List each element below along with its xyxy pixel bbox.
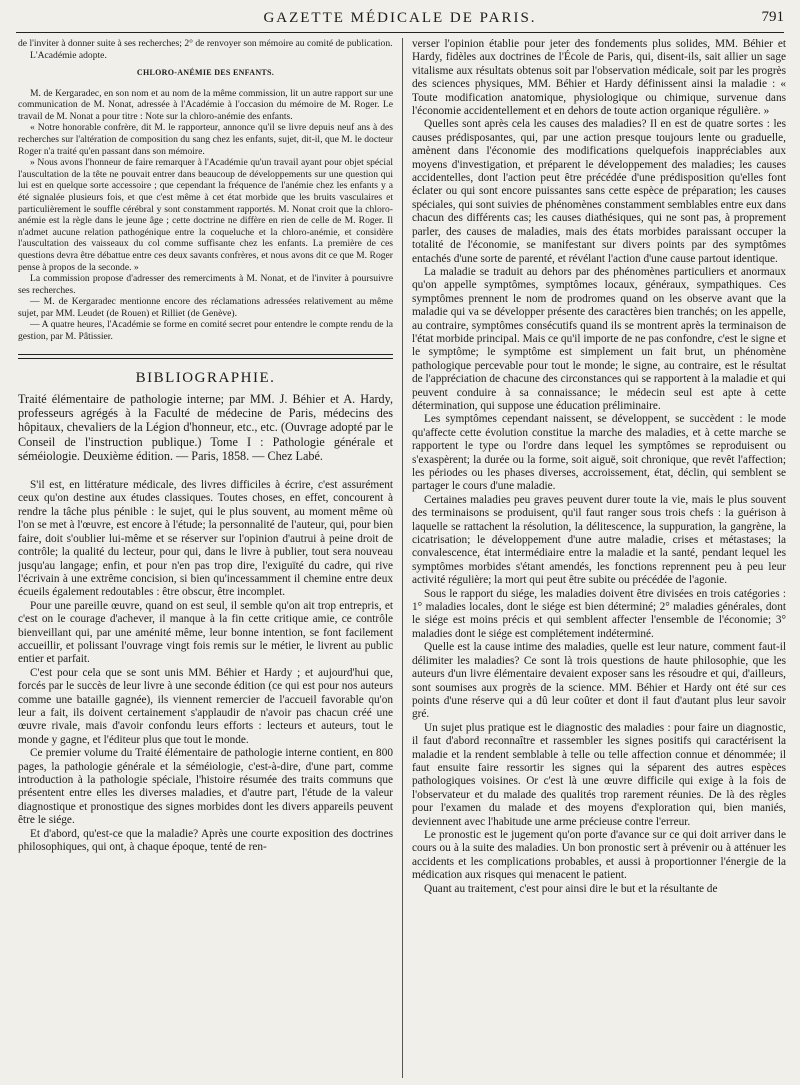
paragraph: Les symptômes cependant naissent, se développent, se succèdent : le mode qu'affecte cette évolution constitue la marche des maladies, et à cette marche se rapportent le type ou l'ordre dans lequel les symptômes se reproduisent ou s'exaspèrent; la durée ou la forme, soit aiguë, soit chronique, que revêt l'affection; les périodes ou les phases diverses, accroissement, état, déclin, qui semblent se partager le cours d'une maladie.: [412, 413, 786, 493]
paragraph: Quelle est la cause intime des maladies, quelle est leur nature, comment faut-il délimiter les maladies? Ce sont là trois questions de haute philosophie, que les auteurs d'un livre élémentaire devaient exposer sans les résoudre et qui, d'ailleurs, sont soumises aux progrès de la science. MM. Béhier et Hardy ont été sur ces points d'une réserve qui a dû leur coûter et dont il faut d'autant plus leur savoir gré.: [412, 641, 786, 721]
paragraph: Certaines maladies peu graves peuvent durer toute la vie, mais le plus souvent des terminaisons se produisent, qu'il faut ranger sous trois chefs : la guérison à laquelle se rattachent la résolution, la délitescence, la suppuration, la gangrène, la cicatrisation; le développement d'une autre maladie, crises et métastases; la convalescence, état intermédiaire entre la maladie et la santé, pendant lequel les symptômes morbides s'étant amendés, les fonctions reprennent peu à peu leur activité régulière; la mort qui peut être subite ou précédée de l'agonie.: [412, 493, 786, 587]
paragraph: Quelles sont après cela les causes des maladies? Il en est de quatre sortes : les causes prédisposantes, qui, par une action presque toujours lente ou graduelle, amènent dans l'économie des modifications quelquefois inappréciables aux moyens d'investigation, et préparent le développement des maladies; les causes accidentelles, dont l'action peut être précédée d'une prédisposition qu'elles font éclater ou qui sont encore puissantes sans cette espèce de préparation; les causes spéciales, qui sont suivies de phénomènes constamment semblables entre eux dans chacun des différents cas; les causes diathésiques, qui ne sont pas, à proprement parler, des causes de maladies, mais des états morbides paraissant occuper la totalité de l'économie, se manifestant sur divers points par des symptômes entachés d'une sorte de parenté, et révélant l'action d'une cause partout identique.: [412, 118, 786, 265]
right-column: [412, 38, 786, 1078]
paragraph: Sous le rapport du siége, les maladies doivent être divisées en trois catégories : 1° maladies locales, dont le siége est bien déterminé; 2° maladies générales, dont le siége est moins précis et qui semblent affecter l'ensemble de l'économie; 3° maladies dont le siége est complétement indéterminé.: [412, 587, 786, 640]
left-column: [18, 38, 393, 1078]
paragraph: Quant au traitement, c'est pour ainsi dire le but et la résultante de: [424, 882, 718, 895]
paragraph: La maladie se traduit au dehors par des phénomènes particuliers et anormaux qu'on appelle symptômes, symptômes locaux, généraux, sympathiques. Ces symptômes prennent le nom de prodromes quand on les observe avant que la maladie qui va se développer présente des caractères bien tranchés; on les appelle, au contraire, symptômes consécutifs quand ils se montrent après la terminaison de l'état morbide principal. Mais ce qu'il importe de ne pas confondre, c'est le signe et le symptôme; le symptôme est simplement un fait brut, un phénomène pathologique percevable pour tout le monde; le signe, au contraire, est le résultat de l'appréciation de chacune des circonstances qui se rapportent à la maladie et qui peuvent conduire à sa connaissance; le médecin seul est apte à cette détermination, qui suppose une éducation préliminaire.: [412, 265, 786, 412]
paragraph: Le pronostic est le jugement qu'on porte d'avance sur ce qui doit arriver dans le cours ou à la suite des maladies. Un bon pronostic sert à prévenir ou à atténuer les accidents et les complications probables, et aussi à proportionner l'énergie de la médication aux risques qui menacent le patient.: [412, 828, 786, 882]
paragraph: Pour une pareille œuvre, quand on est seul, il semble qu'on ait trop entrepris, et c'est on le courage d'achever, il manque à la fin cette critique amie, ce contrôle bienveillant qui, par une aménité même, leur bonne intention, se font facilement accueillir, et polissant l'ouvrage vingt fois remis sur le métier, le livrent au public entier et parfait.: [18, 599, 393, 666]
paragraph: Et d'abord, qu'est-ce que la maladie? Après une courte exposition des doctrines philosophiques, qui ont, à chaque époque, tenté de ren-: [18, 827, 393, 854]
paragraph: » Nous avons l'honneur de faire remarquer à l'Académie qu'un travail ayant pour objet spécial l'auscultation de la tête ne pouvait entrer dans beaucoup de développements sur une question qui lui est en quelque sorte accessoire ; que cependant la fréquence de l'anémie chez les enfants y a été signalée plusieurs fois, et que c'est même à cet état morbide que les bruits vasculaires et particulièrement le souffle cérébral y sont constamment rapportés. M. Nonat croit que la chloro-anémie est la règle dans le jeune âge ; cette doctrine ne diffère en rien de celle de M. Roger. Il n'admet aucune relation pathogénique entre la coqueluche et la chloro-anémie, et considère l'auscultation des vaisseaux du col comme suffisante chez les enfants. La première de ces questions devra être débattue entre ces deux savants confrères, et nous avons dit ce que M. Roger pense à propos de la seconde. »: [18, 157, 393, 273]
paragraph: S'il est, en littérature médicale, des livres difficiles à écrire, c'est assurément ceux qu'on destine aux études classiques. Toutes choses, en effet, concourent à rendre la tâche plus pénible : le sujet, qui le plus souvent, au moment même où l'on se met à l'œuvre, est encore à l'étude; la personnalité de l'auteur, qui, pour bien faire, doit s'oublier lui-même et se réserver sur l'opinion d'autrui à peine droit de contrôle; la qualité du lecteur, pour qui, dans le livre à publier, tout sera nouveau jusqu'au langage; enfin, et pour n'en pas trop dire, l'exiguïté du cadre, qui rive l'écrivain à une extrême concision, si bien qu'incessamment il chemine entre deux écueils également redoutables : être obscur, être incomplet.: [18, 479, 393, 599]
column-divider: [402, 38, 403, 1078]
page-header: [16, 6, 784, 33]
bibliography-title: BIBLIOGRAPHIE.: [135, 369, 276, 386]
paragraph: La commission propose d'adresser des remerciments à M. Nonat, et de l'inviter à poursuivre ses recherches.: [18, 273, 393, 296]
paragraph: — M. de Kergaradec mentionne encore des réclamations adressées relativement au même sujet, par MM. Leudet (de Rouen) et Rilliet (de Genève).: [18, 296, 393, 319]
section-heading: CHLORO-ANÉMIE DES ENFANTS.: [136, 68, 275, 78]
paragraph: C'est pour cela que se sont unis MM. Béhier et Hardy ; et aujourd'hui que, forcés par le succès de leur livre à une seconde édition (ce qui est pour nos auteurs comme une bataille gagnée), ils viennent remercier de l'accueil favorable qu'on leur a fait, ils doivent certainement s'applaudir de n'avoir pas chacun créé une œuvre rivale, mais d'avoir confondu leurs efforts : lecteurs et auteurs, tout le monde y gagne, et l'éditeur plus que tout le monde.: [18, 666, 393, 746]
paragraph: M. de Kergaradec, en son nom et au nom de la même commission, lit un autre rapport sur une communication de M. Nonat, adressée à l'Académie à l'occasion du mémoire de M. Roger. Le travail de M. Nonat a pour titre : Note sur la chloro-anémie des enfants.: [18, 87, 393, 122]
paragraph: Ce premier volume du Traité élémentaire de pathologie interne contient, en 800 pages, la pathologie générale et la séméiologie, c'est-à-dire, d'une part, comme introduction à la pathologie spéciale, l'histoire résumée des traits communs que présentent entre elles les diverses maladies, et d'autre part, l'étude de la valeur diagnostique et pronostique des signes morbides dont les divers appareils peuvent être le siége.: [18, 747, 393, 827]
journal-title: GAZETTE MÉDICALE DE PARIS.: [263, 10, 537, 26]
paragraph: de l'inviter à donner suite à ses recherches; 2° de renvoyer son mémoire au comité de publication.: [18, 38, 393, 49]
section-divider: [18, 354, 393, 359]
paragraph: « Notre honorable confrère, dit M. le rapporteur, annonce qu'il se livre depuis neuf ans à des recherches sur l'altération de composition du sang chez les enfants, sujet, dit-il, que M. le docteur Roger n'a traité qu'en passant dans son mémoire.: [18, 122, 393, 157]
paragraph: Un sujet plus pratique est le diagnostic des maladies : pour faire un diagnostic, il faut d'abord reconnaître et rassembler les signes positifs qui caractérisent la maladie et la rendent semblable à telle ou telle affection connue et dénommée; il faut ensuite faire ressortir les signes qui la séparent des autres espèces pathologiques voisines. Or c'est là une œuvre difficile qui exige à la fois de l'observateur et du malade des qualités trop rarement réunies. De là des règles pour l'examen du malade et des moyens d'exploration qui, bien maniés, deviennent avec l'habitude une arme précieuse contre l'erreur.: [412, 721, 786, 828]
page-number: 791: [761, 9, 784, 25]
paragraph: — A quatre heures, l'Académie se forme en comité secret pour entendre le compte rendu de la gestion, par M. Pâtissier.: [18, 319, 393, 343]
book-reference: Traité élémentaire de pathologie interne; par MM. J. Béhier et A. Hardy, professeurs agrégés à la Faculté de médecine de Paris, médecins des hôpitaux, chevaliers de la Légion d'honneur, etc., etc. (Ouvrage adopté par le Conseil de l'instruction publique.) Tome I : Pathologie générale et séméiologie. Deuxième édition. — Paris, 1858. — Chez Labé.: [18, 392, 393, 463]
paragraph: verser l'opinion établie pour jeter des fondements plus solides, MM. Béhier et Hardy, fidèles aux doctrines de l'École de Paris, qui, disent-ils, sait allier un sage vitalisme aux résultats obtenus soit par l'observation médicale, soit par les progrès des sciences physiques, MM. Béhier et Hardy définissent ainsi la maladie : « Toute modification anatomique, physiologique ou chimique, survenue dans l'économie accidentellement et en dehors de toute action organique régulière. »: [412, 38, 786, 118]
paragraph: L'Académie adopte.: [30, 49, 107, 61]
